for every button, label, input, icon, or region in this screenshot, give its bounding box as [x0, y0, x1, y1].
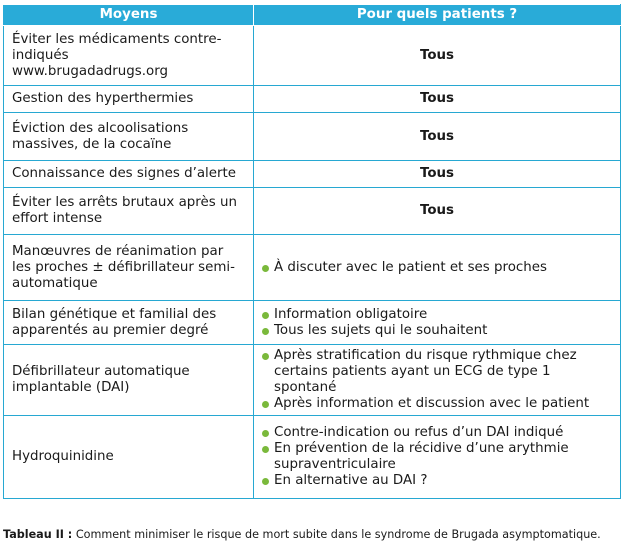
- bullet-item: Tous les sujets qui le souhaitent: [260, 323, 614, 339]
- moyen-line: indiqués: [12, 47, 69, 63]
- moyen-line: Connaissance des signes d’alerte: [12, 166, 236, 181]
- patients-cell: [254, 235, 621, 301]
- moyen-line: www.brugadadrugs.org: [12, 63, 168, 79]
- moyen-cell: [4, 416, 254, 499]
- table-row: [4, 86, 621, 113]
- moyen-line: implantable (DAI): [12, 380, 130, 395]
- table-row: [4, 188, 621, 235]
- moyen-line: effort intense: [12, 211, 103, 226]
- moyen-line: Manœuvres de réanimation par: [12, 243, 224, 259]
- moyen-line: Éviter les arrêts brutaux après un: [12, 195, 237, 210]
- moyen-cell: [4, 301, 254, 345]
- header-patients: Pour quels patients ?: [254, 5, 621, 26]
- bullet-item: À discuter avec le patient et ses proches: [260, 260, 614, 276]
- patients-cell: [254, 416, 621, 499]
- moyen-line: Gestion des hyperthermies: [12, 91, 194, 106]
- moyen-line: Éviction des alcoolisations: [12, 120, 189, 136]
- moyen-line: massives, de la cocaïne: [12, 136, 172, 152]
- moyen-line: les proches ± défibrillateur semi-: [12, 259, 235, 275]
- header-moyens: Moyens: [4, 5, 254, 26]
- table-row: [4, 26, 621, 86]
- moyen-cell: [4, 86, 254, 113]
- moyen-cell: [4, 26, 254, 86]
- moyen-line: Éviter les médicaments contre-: [12, 31, 222, 47]
- bullet-item: Contre-indication ou refus d’un DAI indiqué: [260, 425, 614, 441]
- brugada-table: [3, 4, 621, 499]
- moyen-line: apparentés au premier degré: [12, 322, 209, 338]
- moyen-line: Défibrillateur automatique: [12, 364, 190, 379]
- patients-cell: Tous: [254, 26, 621, 86]
- table-row: [4, 345, 621, 416]
- moyen-line: Hydroquinidine: [12, 449, 114, 464]
- table-caption: [3, 528, 601, 541]
- table-header-row: [4, 5, 621, 26]
- moyen-cell: [4, 345, 254, 416]
- bullet-item: En prévention de la récidive d’une arythmie supraventriculaire: [260, 441, 614, 473]
- patients-cell: Tous: [254, 161, 621, 188]
- patients-cell: [254, 345, 621, 416]
- moyen-cell: [4, 161, 254, 188]
- table-row: [4, 301, 621, 345]
- patients-cell: [254, 301, 621, 345]
- moyen-cell: [4, 113, 254, 161]
- bullet-item: Information obligatoire: [260, 307, 614, 323]
- bullet-item: Après information et discussion avec le patient: [260, 396, 614, 412]
- bullet-item: Après stratification du risque rythmique chez certains patients ayant un ECG de type 1 spontané: [260, 348, 614, 396]
- bullet-item: En alternative au DAI ?: [260, 473, 614, 489]
- caption-label: Tableau II :: [3, 528, 73, 541]
- moyen-line: Bilan génétique et familial des: [12, 306, 217, 322]
- table-row: [4, 113, 621, 161]
- table-row: [4, 416, 621, 499]
- moyen-cell: [4, 188, 254, 235]
- caption-text: Comment minimiser le risque de mort subite dans le syndrome de Brugada asymptomatique.: [72, 528, 601, 541]
- table-row: [4, 235, 621, 301]
- moyen-line: automatique: [12, 275, 98, 291]
- patients-cell: Tous: [254, 86, 621, 113]
- patients-cell: Tous: [254, 113, 621, 161]
- table-row: [4, 161, 621, 188]
- moyen-cell: [4, 235, 254, 301]
- patients-cell: Tous: [254, 188, 621, 235]
